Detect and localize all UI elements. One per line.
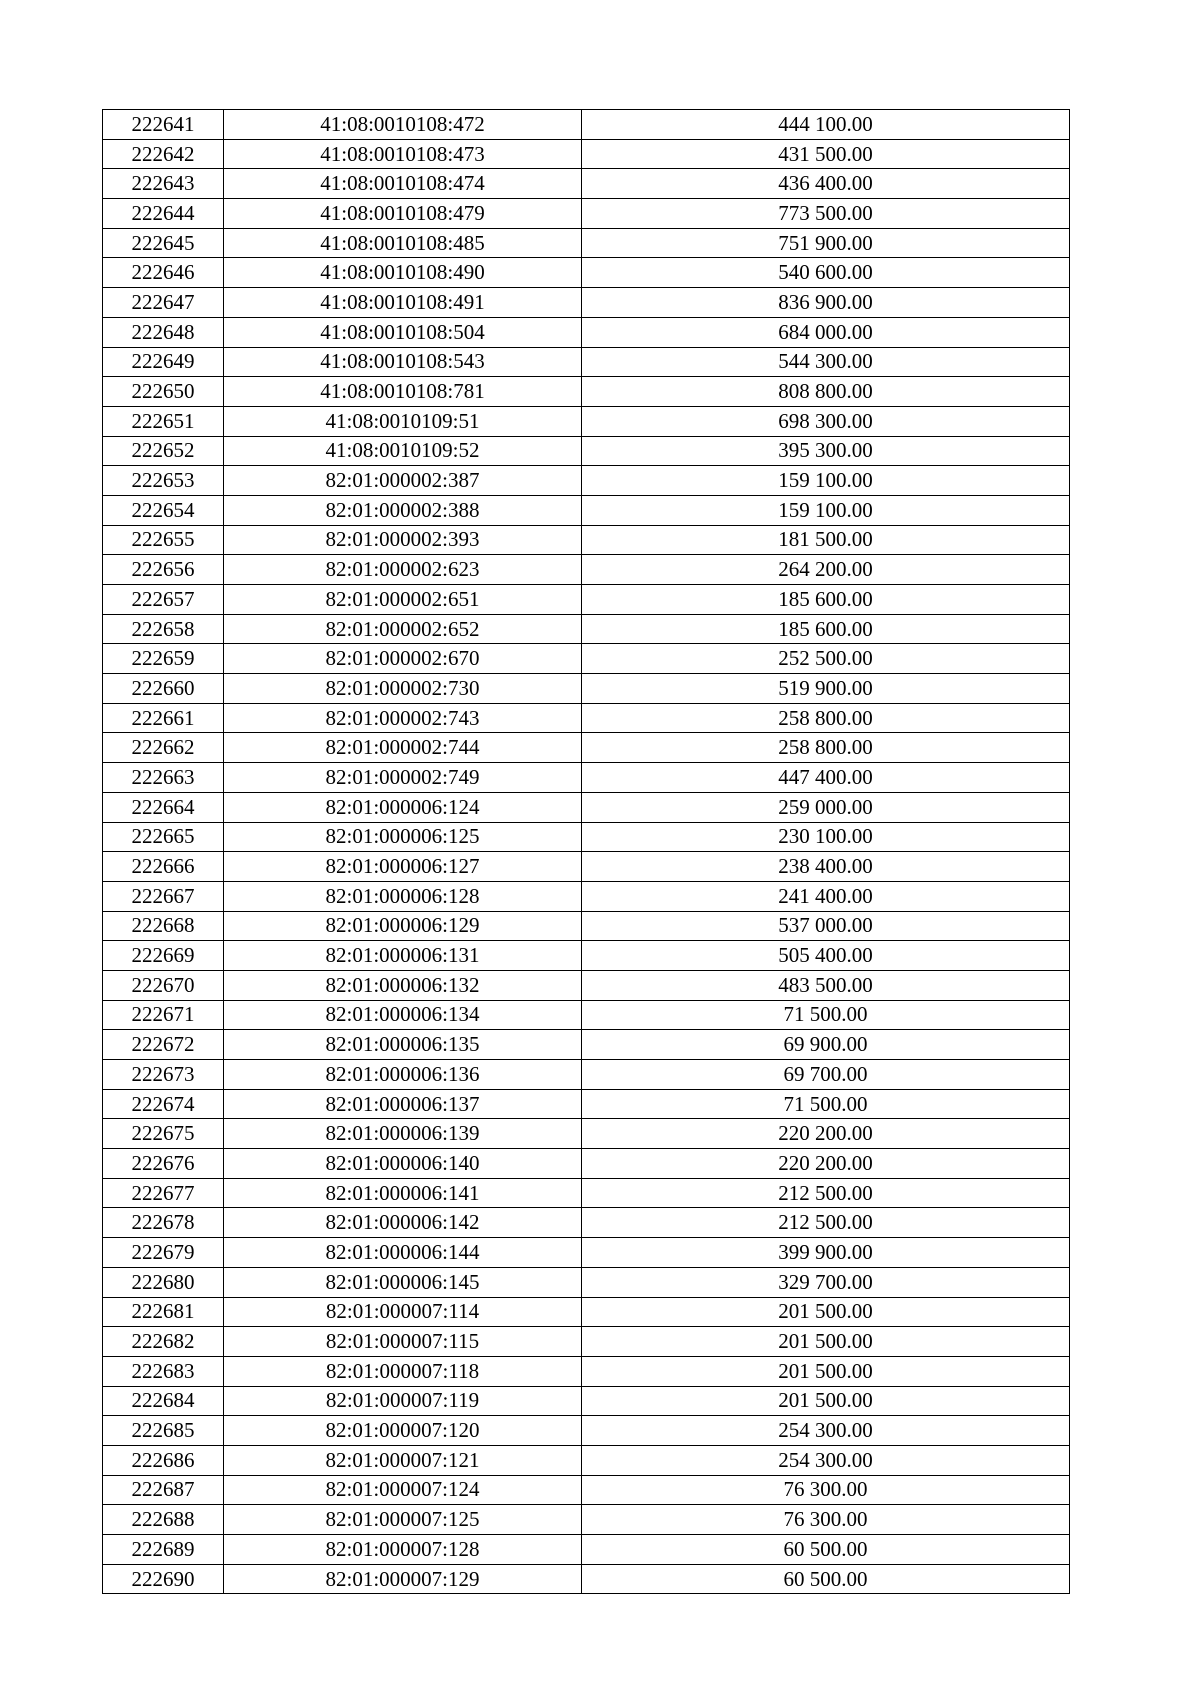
value-cell: 238 400.00 — [582, 852, 1070, 882]
row-number-cell: 222654 — [103, 495, 224, 525]
value-cell: 201 500.00 — [582, 1297, 1070, 1327]
cadastral-number-cell: 82:01:000002:670 — [224, 644, 582, 674]
value-cell: 76 300.00 — [582, 1475, 1070, 1505]
row-number-cell: 222648 — [103, 317, 224, 347]
row-number-cell: 222641 — [103, 110, 224, 140]
cadastral-number-cell: 82:01:000007:118 — [224, 1356, 582, 1386]
table-row — [103, 881, 1070, 911]
value-cell: 201 500.00 — [582, 1327, 1070, 1357]
row-number-cell: 222663 — [103, 763, 224, 793]
cadastral-number-cell: 41:08:0010108:485 — [224, 228, 582, 258]
cadastral-number-cell: 82:01:000006:144 — [224, 1238, 582, 1268]
table-row — [103, 1564, 1070, 1594]
value-cell: 230 100.00 — [582, 822, 1070, 852]
row-number-cell: 222688 — [103, 1505, 224, 1535]
cadastral-value-table — [102, 109, 1070, 1594]
table-row — [103, 644, 1070, 674]
value-cell: 185 600.00 — [582, 614, 1070, 644]
table-row — [103, 169, 1070, 199]
row-number-cell: 222656 — [103, 555, 224, 585]
row-number-cell: 222683 — [103, 1356, 224, 1386]
cadastral-number-cell: 82:01:000006:141 — [224, 1178, 582, 1208]
table-body — [103, 110, 1070, 1594]
cadastral-number-cell: 41:08:0010108:473 — [224, 139, 582, 169]
cadastral-number-cell: 82:01:000006:140 — [224, 1149, 582, 1179]
row-number-cell: 222666 — [103, 852, 224, 882]
value-cell: 444 100.00 — [582, 110, 1070, 140]
row-number-cell: 222690 — [103, 1564, 224, 1594]
value-cell: 540 600.00 — [582, 258, 1070, 288]
table-row — [103, 822, 1070, 852]
value-cell: 185 600.00 — [582, 585, 1070, 615]
table-row — [103, 792, 1070, 822]
row-number-cell: 222652 — [103, 436, 224, 466]
table-row — [103, 377, 1070, 407]
table-row — [103, 466, 1070, 496]
row-number-cell: 222672 — [103, 1030, 224, 1060]
cadastral-number-cell: 82:01:000007:115 — [224, 1327, 582, 1357]
table-row — [103, 555, 1070, 585]
cadastral-number-cell: 82:01:000002:393 — [224, 525, 582, 555]
cadastral-number-cell: 41:08:0010108:490 — [224, 258, 582, 288]
value-cell: 254 300.00 — [582, 1445, 1070, 1475]
cadastral-number-cell: 82:01:000006:134 — [224, 1000, 582, 1030]
table-row — [103, 228, 1070, 258]
cadastral-number-cell: 82:01:000007:114 — [224, 1297, 582, 1327]
cadastral-number-cell: 82:01:000006:131 — [224, 941, 582, 971]
cadastral-number-cell: 82:01:000002:749 — [224, 763, 582, 793]
table-row — [103, 436, 1070, 466]
row-number-cell: 222686 — [103, 1445, 224, 1475]
row-number-cell: 222682 — [103, 1327, 224, 1357]
table-row — [103, 1149, 1070, 1179]
table-row — [103, 1267, 1070, 1297]
cadastral-number-cell: 41:08:0010108:491 — [224, 288, 582, 318]
table-row — [103, 1119, 1070, 1149]
row-number-cell: 222655 — [103, 525, 224, 555]
cadastral-number-cell: 82:01:000006:124 — [224, 792, 582, 822]
cadastral-number-cell: 82:01:000006:129 — [224, 911, 582, 941]
cadastral-number-cell: 82:01:000006:127 — [224, 852, 582, 882]
value-cell: 399 900.00 — [582, 1238, 1070, 1268]
cadastral-number-cell: 82:01:000006:128 — [224, 881, 582, 911]
value-cell: 201 500.00 — [582, 1356, 1070, 1386]
table-row — [103, 406, 1070, 436]
value-cell: 773 500.00 — [582, 199, 1070, 229]
value-cell: 220 200.00 — [582, 1119, 1070, 1149]
row-number-cell: 222674 — [103, 1089, 224, 1119]
value-cell: 751 900.00 — [582, 228, 1070, 258]
value-cell: 436 400.00 — [582, 169, 1070, 199]
row-number-cell: 222665 — [103, 822, 224, 852]
table-row — [103, 1297, 1070, 1327]
value-cell: 258 800.00 — [582, 733, 1070, 763]
value-cell: 505 400.00 — [582, 941, 1070, 971]
value-cell: 259 000.00 — [582, 792, 1070, 822]
table-row — [103, 347, 1070, 377]
row-number-cell: 222651 — [103, 406, 224, 436]
table-row — [103, 1505, 1070, 1535]
cadastral-number-cell: 82:01:000002:744 — [224, 733, 582, 763]
table-row — [103, 1089, 1070, 1119]
cadastral-number-cell: 82:01:000002:387 — [224, 466, 582, 496]
table-row — [103, 1535, 1070, 1565]
table-row — [103, 1030, 1070, 1060]
row-number-cell: 222642 — [103, 139, 224, 169]
row-number-cell: 222657 — [103, 585, 224, 615]
row-number-cell: 222677 — [103, 1178, 224, 1208]
value-cell: 201 500.00 — [582, 1386, 1070, 1416]
row-number-cell: 222687 — [103, 1475, 224, 1505]
table-row — [103, 852, 1070, 882]
table-row — [103, 1060, 1070, 1090]
row-number-cell: 222647 — [103, 288, 224, 318]
row-number-cell: 222667 — [103, 881, 224, 911]
value-cell: 483 500.00 — [582, 970, 1070, 1000]
row-number-cell: 222645 — [103, 228, 224, 258]
cadastral-number-cell: 82:01:000006:139 — [224, 1119, 582, 1149]
table-row — [103, 733, 1070, 763]
table-row — [103, 110, 1070, 140]
row-number-cell: 222662 — [103, 733, 224, 763]
table-row — [103, 258, 1070, 288]
cadastral-number-cell: 82:01:000006:136 — [224, 1060, 582, 1090]
value-cell: 684 000.00 — [582, 317, 1070, 347]
row-number-cell: 222679 — [103, 1238, 224, 1268]
value-cell: 808 800.00 — [582, 377, 1070, 407]
table-row — [103, 674, 1070, 704]
value-cell: 447 400.00 — [582, 763, 1070, 793]
table-row — [103, 1000, 1070, 1030]
cadastral-number-cell: 82:01:000002:388 — [224, 495, 582, 525]
cadastral-number-cell: 82:01:000002:651 — [224, 585, 582, 615]
table-row — [103, 614, 1070, 644]
table-row — [103, 941, 1070, 971]
cadastral-number-cell: 41:08:0010108:504 — [224, 317, 582, 347]
table-row — [103, 1208, 1070, 1238]
row-number-cell: 222646 — [103, 258, 224, 288]
value-cell: 69 900.00 — [582, 1030, 1070, 1060]
row-number-cell: 222643 — [103, 169, 224, 199]
row-number-cell: 222680 — [103, 1267, 224, 1297]
table-row — [103, 1386, 1070, 1416]
value-cell: 60 500.00 — [582, 1564, 1070, 1594]
table-row — [103, 763, 1070, 793]
value-cell: 212 500.00 — [582, 1178, 1070, 1208]
value-cell: 71 500.00 — [582, 1089, 1070, 1119]
cadastral-number-cell: 82:01:000007:121 — [224, 1445, 582, 1475]
value-cell: 220 200.00 — [582, 1149, 1070, 1179]
value-cell: 159 100.00 — [582, 466, 1070, 496]
cadastral-number-cell: 41:08:0010108:474 — [224, 169, 582, 199]
table-row — [103, 1238, 1070, 1268]
value-cell: 431 500.00 — [582, 139, 1070, 169]
table-row — [103, 911, 1070, 941]
table-row — [103, 317, 1070, 347]
row-number-cell: 222649 — [103, 347, 224, 377]
cadastral-number-cell: 82:01:000002:743 — [224, 703, 582, 733]
row-number-cell: 222660 — [103, 674, 224, 704]
value-cell: 544 300.00 — [582, 347, 1070, 377]
row-number-cell: 222675 — [103, 1119, 224, 1149]
value-cell: 329 700.00 — [582, 1267, 1070, 1297]
row-number-cell: 222676 — [103, 1149, 224, 1179]
row-number-cell: 222653 — [103, 466, 224, 496]
cadastral-number-cell: 82:01:000007:129 — [224, 1564, 582, 1594]
row-number-cell: 222644 — [103, 199, 224, 229]
table-row — [103, 1445, 1070, 1475]
row-number-cell: 222658 — [103, 614, 224, 644]
row-number-cell: 222678 — [103, 1208, 224, 1238]
cadastral-number-cell: 41:08:0010108:479 — [224, 199, 582, 229]
cadastral-number-cell: 82:01:000007:120 — [224, 1416, 582, 1446]
row-number-cell: 222669 — [103, 941, 224, 971]
cadastral-number-cell: 82:01:000006:132 — [224, 970, 582, 1000]
row-number-cell: 222650 — [103, 377, 224, 407]
cadastral-number-cell: 41:08:0010108:781 — [224, 377, 582, 407]
cadastral-number-cell: 82:01:000002:652 — [224, 614, 582, 644]
value-cell: 698 300.00 — [582, 406, 1070, 436]
table-row — [103, 585, 1070, 615]
cadastral-number-cell: 82:01:000006:125 — [224, 822, 582, 852]
cadastral-number-cell: 41:08:0010108:543 — [224, 347, 582, 377]
cadastral-number-cell: 82:01:000006:137 — [224, 1089, 582, 1119]
cadastral-number-cell: 41:08:0010109:52 — [224, 436, 582, 466]
value-cell: 537 000.00 — [582, 911, 1070, 941]
value-cell: 395 300.00 — [582, 436, 1070, 466]
cadastral-number-cell: 82:01:000006:145 — [224, 1267, 582, 1297]
value-cell: 60 500.00 — [582, 1535, 1070, 1565]
value-cell: 264 200.00 — [582, 555, 1070, 585]
row-number-cell: 222684 — [103, 1386, 224, 1416]
value-cell: 258 800.00 — [582, 703, 1070, 733]
table-row — [103, 495, 1070, 525]
cadastral-number-cell: 82:01:000002:730 — [224, 674, 582, 704]
value-cell: 71 500.00 — [582, 1000, 1070, 1030]
row-number-cell: 222671 — [103, 1000, 224, 1030]
table-row — [103, 703, 1070, 733]
table-row — [103, 1475, 1070, 1505]
cadastral-number-cell: 82:01:000007:125 — [224, 1505, 582, 1535]
value-cell: 519 900.00 — [582, 674, 1070, 704]
cadastral-number-cell: 41:08:0010109:51 — [224, 406, 582, 436]
table-row — [103, 139, 1070, 169]
row-number-cell: 222664 — [103, 792, 224, 822]
value-cell: 254 300.00 — [582, 1416, 1070, 1446]
value-cell: 159 100.00 — [582, 495, 1070, 525]
cadastral-number-cell: 82:01:000002:623 — [224, 555, 582, 585]
cadastral-number-cell: 82:01:000007:128 — [224, 1535, 582, 1565]
table-row — [103, 1178, 1070, 1208]
table-row — [103, 199, 1070, 229]
row-number-cell: 222681 — [103, 1297, 224, 1327]
row-number-cell: 222668 — [103, 911, 224, 941]
cadastral-number-cell: 41:08:0010108:472 — [224, 110, 582, 140]
row-number-cell: 222685 — [103, 1416, 224, 1446]
value-cell: 76 300.00 — [582, 1505, 1070, 1535]
value-cell: 212 500.00 — [582, 1208, 1070, 1238]
row-number-cell: 222689 — [103, 1535, 224, 1565]
value-cell: 252 500.00 — [582, 644, 1070, 674]
table-row — [103, 970, 1070, 1000]
row-number-cell: 222673 — [103, 1060, 224, 1090]
value-cell: 69 700.00 — [582, 1060, 1070, 1090]
value-cell: 241 400.00 — [582, 881, 1070, 911]
table-row — [103, 1356, 1070, 1386]
cadastral-number-cell: 82:01:000006:135 — [224, 1030, 582, 1060]
value-cell: 181 500.00 — [582, 525, 1070, 555]
table-row — [103, 1327, 1070, 1357]
value-cell: 836 900.00 — [582, 288, 1070, 318]
cadastral-number-cell: 82:01:000007:119 — [224, 1386, 582, 1416]
table-row — [103, 288, 1070, 318]
row-number-cell: 222661 — [103, 703, 224, 733]
cadastral-number-cell: 82:01:000006:142 — [224, 1208, 582, 1238]
table-row — [103, 525, 1070, 555]
cadastral-number-cell: 82:01:000007:124 — [224, 1475, 582, 1505]
row-number-cell: 222670 — [103, 970, 224, 1000]
row-number-cell: 222659 — [103, 644, 224, 674]
table-row — [103, 1416, 1070, 1446]
